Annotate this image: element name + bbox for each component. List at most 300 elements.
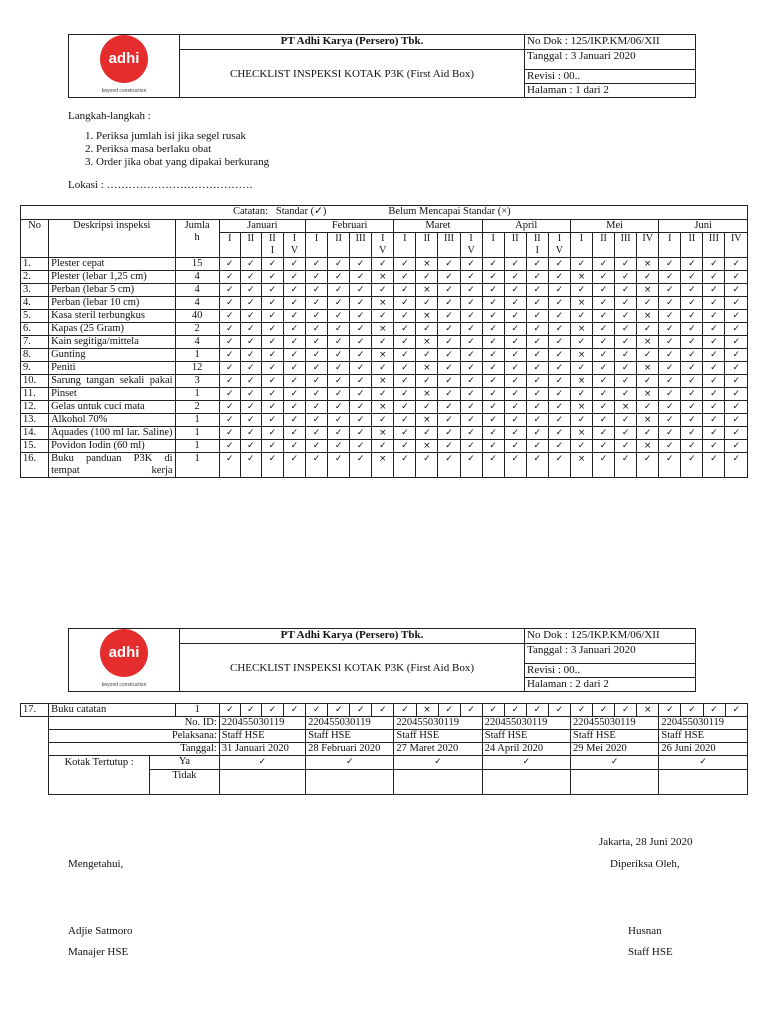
check-mark: ✓ <box>416 349 438 362</box>
check-mark: ✓ <box>482 375 504 388</box>
cross-mark: × <box>372 427 394 440</box>
check-mark: ✓ <box>394 310 416 323</box>
date-row-value: 28 Februari 2020 <box>306 743 394 756</box>
executor-row-value: Staff HSE <box>219 730 305 743</box>
legend-below: Belum Mencapai Standar (×) <box>388 206 511 217</box>
check-mark: ✓ <box>219 704 240 717</box>
check-mark: ✓ <box>438 388 460 401</box>
check-mark: ✓ <box>615 362 637 375</box>
check-mark: ✓ <box>526 453 548 478</box>
check-mark: ✓ <box>460 427 482 440</box>
check-mark: ✓ <box>283 271 305 284</box>
check-mark: ✓ <box>350 704 372 717</box>
check-mark: ✓ <box>593 362 615 375</box>
check-mark: ✓ <box>482 388 504 401</box>
check-mark: ✓ <box>637 271 659 284</box>
check-mark: ✓ <box>615 284 637 297</box>
check-mark: ✓ <box>681 284 703 297</box>
check-mark: ✓ <box>240 349 261 362</box>
check-mark: ✓ <box>438 349 460 362</box>
check-mark: ✓ <box>460 271 482 284</box>
header-table-page-1 <box>68 34 696 98</box>
check-mark: ✓ <box>328 258 350 271</box>
check-mark: ✓ <box>438 310 460 323</box>
executor-row-value: Staff HSE <box>306 730 394 743</box>
check-mark: ✓ <box>681 310 703 323</box>
check-mark: ✓ <box>240 271 261 284</box>
check-mark: ✓ <box>372 414 394 427</box>
check-mark: ✓ <box>372 284 394 297</box>
check-mark: ✓ <box>283 258 305 271</box>
empty-cell <box>482 770 570 795</box>
row-number: 1. <box>21 258 49 271</box>
check-mark: ✓ <box>593 414 615 427</box>
signer-right-role: Staff HSE <box>628 946 673 958</box>
check-mark: ✓ <box>504 704 526 717</box>
month-header-row <box>21 220 748 233</box>
check-mark: ✓ <box>571 756 659 770</box>
check-mark: ✓ <box>416 297 438 310</box>
check-mark: ✓ <box>570 362 592 375</box>
check-mark: ✓ <box>681 336 703 349</box>
check-mark: ✓ <box>219 427 240 440</box>
check-mark: ✓ <box>482 427 504 440</box>
week-header: II I <box>261 233 283 258</box>
row-description: Alkohol 70% <box>49 414 175 427</box>
check-mark: ✓ <box>725 388 748 401</box>
check-mark: ✓ <box>305 323 327 336</box>
check-mark: ✓ <box>482 704 504 717</box>
check-mark: ✓ <box>219 271 240 284</box>
check-mark: ✓ <box>725 336 748 349</box>
check-mark: ✓ <box>284 704 306 717</box>
month-header-februari: Februari <box>305 220 393 233</box>
id-row-value: 220455030119 <box>394 717 482 730</box>
row-quantity: 1 <box>175 349 219 362</box>
legend-label: Catatan: <box>233 206 268 217</box>
check-mark: ✓ <box>482 271 504 284</box>
check-mark: ✓ <box>637 323 659 336</box>
check-mark: ✓ <box>725 414 748 427</box>
check-mark: ✓ <box>394 362 416 375</box>
check-mark: ✓ <box>571 704 593 717</box>
legend-row <box>21 206 748 220</box>
check-mark: ✓ <box>261 401 283 414</box>
check-mark: ✓ <box>504 323 526 336</box>
week-header: I <box>305 233 327 258</box>
check-mark: ✓ <box>219 284 240 297</box>
check-mark: ✓ <box>615 310 637 323</box>
check-mark: ✓ <box>593 427 615 440</box>
row-quantity: 1 <box>175 388 219 401</box>
cross-mark: × <box>416 440 438 453</box>
acknowledged-label: Mengetahui, <box>68 858 124 870</box>
check-mark: ✓ <box>725 375 748 388</box>
row-number: 8. <box>21 349 49 362</box>
check-mark: ✓ <box>681 388 703 401</box>
check-mark: ✓ <box>438 427 460 440</box>
legend-standard: Standar (✓) <box>275 206 327 217</box>
check-mark: ✓ <box>416 323 438 336</box>
row-description: Buku panduan P3K di tempat kerja <box>49 453 175 478</box>
week-header: II I <box>526 233 548 258</box>
check-mark: ✓ <box>240 362 261 375</box>
check-mark: ✓ <box>548 401 570 414</box>
check-mark: ✓ <box>548 414 570 427</box>
check-mark: ✓ <box>703 258 725 271</box>
check-mark: ✓ <box>526 440 548 453</box>
doc-number: No Dok : 125/IKP.KM/06/XII <box>525 629 696 644</box>
check-mark: ✓ <box>504 375 526 388</box>
date-row <box>21 743 748 756</box>
empty-cell <box>659 770 748 795</box>
check-mark: ✓ <box>703 336 725 349</box>
check-mark: ✓ <box>548 297 570 310</box>
id-row-value: 220455030119 <box>306 717 394 730</box>
month-header-juni: Juni <box>659 220 748 233</box>
table-row <box>21 375 748 388</box>
check-mark: ✓ <box>482 440 504 453</box>
cross-mark: × <box>372 349 394 362</box>
cross-mark: × <box>570 323 592 336</box>
check-mark: ✓ <box>394 349 416 362</box>
check-mark: ✓ <box>482 258 504 271</box>
check-mark: ✓ <box>283 401 305 414</box>
check-mark: ✓ <box>593 297 615 310</box>
table-row <box>21 323 748 336</box>
check-mark: ✓ <box>504 388 526 401</box>
row-description: Pinset <box>49 388 175 401</box>
col-qty-header: Jumla h <box>175 220 219 258</box>
check-mark: ✓ <box>548 349 570 362</box>
check-mark: ✓ <box>681 271 703 284</box>
cross-mark: × <box>637 362 659 375</box>
check-mark: ✓ <box>615 427 637 440</box>
table-row <box>21 453 748 478</box>
cross-mark: × <box>416 704 438 717</box>
check-mark: ✓ <box>659 271 681 284</box>
check-mark: ✓ <box>328 427 350 440</box>
row-number: 17. <box>21 704 49 717</box>
id-row-value: 220455030119 <box>571 717 659 730</box>
check-mark: ✓ <box>261 414 283 427</box>
inspection-table <box>20 205 748 478</box>
check-mark: ✓ <box>725 349 748 362</box>
check-mark: ✓ <box>703 704 725 717</box>
week-header: I V <box>372 233 394 258</box>
row-quantity: 2 <box>175 401 219 414</box>
check-mark: ✓ <box>725 258 748 271</box>
check-mark: ✓ <box>219 297 240 310</box>
check-mark: ✓ <box>615 388 637 401</box>
table-row <box>21 297 748 310</box>
check-mark: ✓ <box>350 336 372 349</box>
check-mark: ✓ <box>659 362 681 375</box>
check-mark: ✓ <box>283 323 305 336</box>
legend-cell <box>21 206 748 220</box>
check-mark: ✓ <box>526 310 548 323</box>
check-mark: ✓ <box>394 401 416 414</box>
check-mark: ✓ <box>305 310 327 323</box>
check-mark: ✓ <box>504 453 526 478</box>
check-mark: ✓ <box>438 336 460 349</box>
check-mark: ✓ <box>548 336 570 349</box>
check-mark: ✓ <box>526 284 548 297</box>
week-header: III <box>703 233 725 258</box>
date-row-value: 27 Maret 2020 <box>394 743 482 756</box>
signer-left-name: Adjie Satmoro <box>68 925 133 937</box>
check-mark: ✓ <box>460 297 482 310</box>
table-row <box>21 336 748 349</box>
check-mark: ✓ <box>350 453 372 478</box>
week-header: III <box>615 233 637 258</box>
check-mark: ✓ <box>659 756 748 770</box>
check-mark: ✓ <box>725 323 748 336</box>
check-mark: ✓ <box>240 453 261 478</box>
cross-mark: × <box>416 388 438 401</box>
check-mark: ✓ <box>261 388 283 401</box>
check-mark: ✓ <box>482 323 504 336</box>
check-mark: ✓ <box>219 453 240 478</box>
check-mark: ✓ <box>261 427 283 440</box>
check-mark: ✓ <box>526 258 548 271</box>
check-mark: ✓ <box>438 414 460 427</box>
check-mark: ✓ <box>482 362 504 375</box>
row-quantity: 1 <box>175 414 219 427</box>
check-mark: ✓ <box>283 310 305 323</box>
check-mark: ✓ <box>328 271 350 284</box>
check-mark: ✓ <box>394 388 416 401</box>
check-mark: ✓ <box>240 440 261 453</box>
table-row <box>21 401 748 414</box>
executor-row-value: Staff HSE <box>571 730 659 743</box>
week-header: I <box>570 233 592 258</box>
check-mark: ✓ <box>394 414 416 427</box>
check-mark: ✓ <box>482 414 504 427</box>
check-mark: ✓ <box>548 284 570 297</box>
check-mark: ✓ <box>240 310 261 323</box>
check-mark: ✓ <box>659 310 681 323</box>
week-header: II <box>504 233 526 258</box>
check-mark: ✓ <box>637 453 659 478</box>
check-mark: ✓ <box>305 349 327 362</box>
cross-mark: × <box>372 271 394 284</box>
check-mark: ✓ <box>283 349 305 362</box>
check-mark: ✓ <box>240 297 261 310</box>
check-mark: ✓ <box>219 323 240 336</box>
check-mark: ✓ <box>681 375 703 388</box>
check-mark: ✓ <box>394 258 416 271</box>
check-mark: ✓ <box>526 704 548 717</box>
check-mark: ✓ <box>305 401 327 414</box>
place-date: Jakarta, 28 Juni 2020 <box>599 836 693 848</box>
row-quantity: 1 <box>175 453 219 478</box>
check-mark: ✓ <box>703 453 725 478</box>
row-description: Gelas untuk cuci mata <box>49 401 175 414</box>
logo-cell: adhi beyond construction <box>69 629 180 692</box>
cross-mark: × <box>637 704 659 717</box>
check-mark: ✓ <box>526 362 548 375</box>
box-closed-label: Kotak Tertutup : <box>49 756 150 794</box>
check-mark: ✓ <box>526 297 548 310</box>
check-mark: ✓ <box>438 258 460 271</box>
check-mark: ✓ <box>438 284 460 297</box>
check-mark: ✓ <box>637 297 659 310</box>
check-mark: ✓ <box>637 349 659 362</box>
check-mark: ✓ <box>548 704 570 717</box>
check-mark: ✓ <box>504 284 526 297</box>
signer-left-role: Manajer HSE <box>68 946 129 958</box>
check-mark: ✓ <box>482 453 504 478</box>
week-header: I V <box>460 233 482 258</box>
table-row <box>21 704 748 717</box>
check-mark: ✓ <box>482 349 504 362</box>
table-row <box>21 284 748 297</box>
col-desc-header: Deskripsi inspeksi <box>49 220 175 258</box>
check-mark: ✓ <box>548 310 570 323</box>
check-mark: ✓ <box>460 349 482 362</box>
week-header: III <box>438 233 460 258</box>
check-mark: ✓ <box>460 258 482 271</box>
check-mark: ✓ <box>504 271 526 284</box>
id-row-label: No. ID: <box>49 717 220 730</box>
check-mark: ✓ <box>283 336 305 349</box>
row-number: 4. <box>21 297 49 310</box>
check-mark: ✓ <box>261 297 283 310</box>
check-mark: ✓ <box>416 401 438 414</box>
check-mark: ✓ <box>504 297 526 310</box>
check-mark: ✓ <box>261 336 283 349</box>
check-mark: ✓ <box>504 336 526 349</box>
date-row-value: 26 Juni 2020 <box>659 743 748 756</box>
check-mark: ✓ <box>460 375 482 388</box>
check-mark: ✓ <box>438 323 460 336</box>
check-mark: ✓ <box>460 704 482 717</box>
check-mark: ✓ <box>394 375 416 388</box>
check-mark: ✓ <box>548 362 570 375</box>
table-row <box>21 414 748 427</box>
executor-row-label: Pelaksana: <box>49 730 220 743</box>
check-mark: ✓ <box>261 271 283 284</box>
check-mark: ✓ <box>438 271 460 284</box>
executor-row-value: Staff HSE <box>394 730 482 743</box>
check-mark: ✓ <box>659 258 681 271</box>
step-item: 1. Periksa jumlah isi jika segel rusak <box>96 130 269 143</box>
row-description: Perban (lebar 5 cm) <box>49 284 175 297</box>
check-mark: ✓ <box>504 362 526 375</box>
week-header: III <box>350 233 372 258</box>
check-mark: ✓ <box>305 388 327 401</box>
check-mark: ✓ <box>372 362 394 375</box>
cross-mark: × <box>372 297 394 310</box>
week-header: I V <box>548 233 570 258</box>
empty-cell <box>571 770 659 795</box>
row-quantity: 15 <box>175 258 219 271</box>
row-quantity: 12 <box>175 362 219 375</box>
company-name: PT Adhi Karya (Persero) Tbk. <box>180 35 525 50</box>
cross-mark: × <box>637 414 659 427</box>
check-mark: ✓ <box>681 297 703 310</box>
check-mark: ✓ <box>482 284 504 297</box>
check-mark: ✓ <box>350 388 372 401</box>
week-header: I <box>219 233 240 258</box>
check-mark: ✓ <box>703 349 725 362</box>
month-header-maret: Maret <box>394 220 482 233</box>
cross-mark: × <box>570 375 592 388</box>
cross-mark: × <box>570 349 592 362</box>
check-mark: ✓ <box>438 453 460 478</box>
check-mark: ✓ <box>593 349 615 362</box>
row-description: Povidon Iodin (60 ml) <box>49 440 175 453</box>
check-mark: ✓ <box>526 271 548 284</box>
check-mark: ✓ <box>482 310 504 323</box>
check-mark: ✓ <box>460 336 482 349</box>
date-row-label: Tanggal: <box>49 743 220 756</box>
check-mark: ✓ <box>394 336 416 349</box>
check-mark: ✓ <box>328 453 350 478</box>
check-mark: ✓ <box>615 336 637 349</box>
check-mark: ✓ <box>460 414 482 427</box>
check-mark: ✓ <box>681 349 703 362</box>
check-mark: ✓ <box>394 453 416 478</box>
table-row <box>21 362 748 375</box>
month-header-januari: Januari <box>219 220 305 233</box>
cross-mark: × <box>570 453 592 478</box>
executor-row <box>21 730 748 743</box>
check-mark: ✓ <box>240 284 261 297</box>
step-item: 2. Periksa masa berlaku obat <box>96 143 269 156</box>
week-header: II <box>328 233 350 258</box>
id-row-value: 220455030119 <box>659 717 748 730</box>
cross-mark: × <box>570 297 592 310</box>
check-mark: ✓ <box>219 756 305 770</box>
check-mark: ✓ <box>526 349 548 362</box>
company-name: PT Adhi Karya (Persero) Tbk. <box>180 629 525 644</box>
check-mark: ✓ <box>570 284 592 297</box>
steps-list <box>68 130 269 169</box>
check-mark: ✓ <box>593 453 615 478</box>
row-quantity: 4 <box>175 297 219 310</box>
check-mark: ✓ <box>460 401 482 414</box>
row-number: 15. <box>21 440 49 453</box>
check-mark: ✓ <box>482 401 504 414</box>
check-mark: ✓ <box>240 258 261 271</box>
check-mark: ✓ <box>328 336 350 349</box>
check-mark: ✓ <box>725 297 748 310</box>
check-mark: ✓ <box>570 310 592 323</box>
check-mark: ✓ <box>460 284 482 297</box>
check-mark: ✓ <box>283 414 305 427</box>
empty-cell <box>394 770 482 795</box>
row-number: 7. <box>21 336 49 349</box>
check-mark: ✓ <box>283 362 305 375</box>
check-mark: ✓ <box>438 704 460 717</box>
cross-mark: × <box>416 414 438 427</box>
steps-section <box>68 110 269 191</box>
row-number: 3. <box>21 284 49 297</box>
table-row <box>21 258 748 271</box>
check-mark: ✓ <box>306 704 328 717</box>
check-mark: ✓ <box>681 258 703 271</box>
table-row <box>21 427 748 440</box>
check-mark: ✓ <box>306 756 394 770</box>
check-mark: ✓ <box>593 323 615 336</box>
month-header-april: April <box>482 220 570 233</box>
week-header: IV <box>637 233 659 258</box>
check-mark: ✓ <box>615 323 637 336</box>
check-mark: ✓ <box>681 453 703 478</box>
cross-mark: × <box>570 427 592 440</box>
